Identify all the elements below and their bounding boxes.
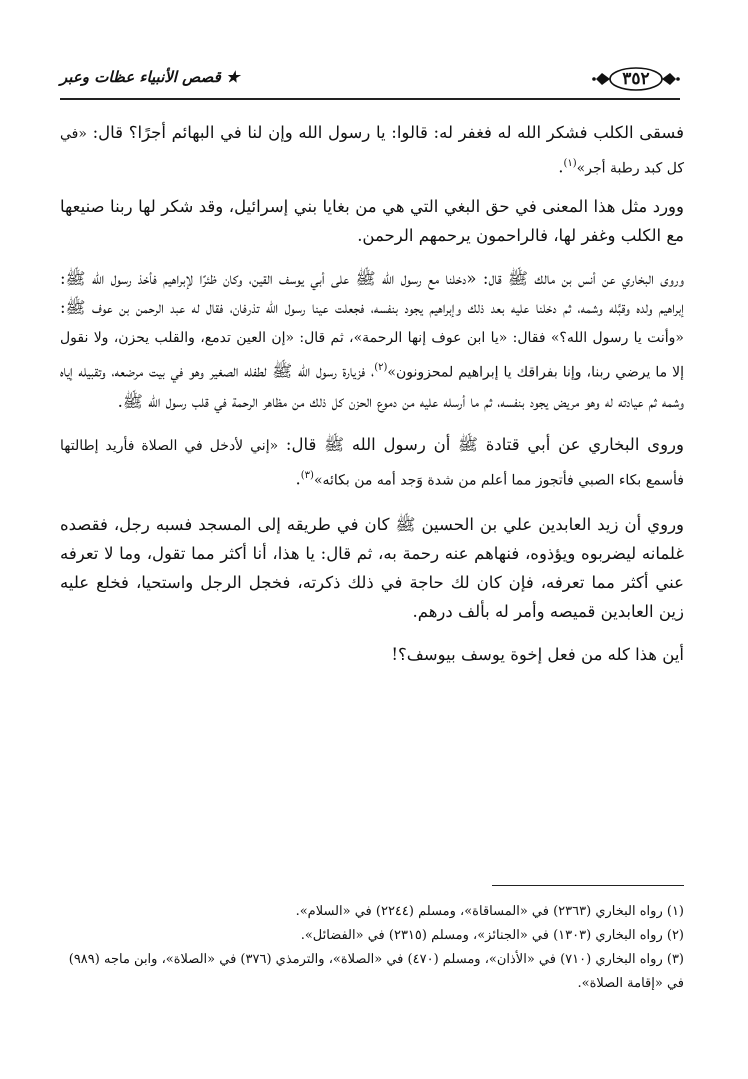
footnote-ref: (١): [563, 158, 577, 169]
running-title: ★ قصص الأنبياء عظات وعبر: [60, 68, 240, 86]
paragraph: [60, 430, 684, 496]
paragraph: [60, 264, 684, 417]
paragraph: [60, 640, 684, 669]
footnotes: [60, 900, 684, 996]
page-number-ornament: [592, 66, 680, 92]
paragraph: [60, 192, 684, 250]
page-number: ٣٥٢: [622, 69, 650, 89]
hadith-quote: «وأنت يا رسول الله؟» فقال: «يا ابن عوف إنها الرحمة»، ثم قال: «إن العين تدمع، والقلب يحزن، ولا نقول إلا ما يرضي ربنا، وإنا بفراقك يا إبراهيم لمحزونون»: [60, 329, 685, 380]
paragraph-tail: ، فزيارة رسول الله ﷺ لطفله الصغير وهو في بيت مرضعه، وتقبيله إياه وشمه ثم عيادته له وهو مريض يجود بنفسه، ثم ما أرسله عليه من دموع الحزن كل ذلك من مظاهر الرحمة في قلب رسول الله ﷺ.: [60, 361, 684, 411]
paragraph-text: فسقى الكلب فشكر الله له فغفر له: قالوا: يا رسول الله وإن لنا في البهائم أجرًا؟ قال:: [86, 123, 684, 142]
footnote: (٢) رواه البخاري (١٣٠٣) في «الجنائز»، ومسلم (٢٣١٥) في «الفضائل».: [300, 928, 684, 943]
paragraph-text: أين هذا كله من فعل إخوة يوسف بيوسف؟!: [391, 644, 684, 664]
paragraph-text: وورد مثل هذا المعنى في حق البغي التي هي من بغايا بني إسرائيل، وقد شكر لها ربنا صنيعها مع الكلب وغفر لها، فالراحمون يرحمهم الرحمن.: [60, 196, 684, 245]
header-rule: [60, 98, 680, 100]
footnote: (١) رواه البخاري (٢٣٦٣) في «المساقاة»، ومسلم (٢٢٤٤) في «السلام».: [295, 904, 684, 919]
footnote-ref: (٢): [374, 361, 388, 373]
paragraph: [60, 510, 684, 626]
paragraph-text: وروى البخاري عن أبي قتادة ﷺ أن رسول الله ﷺ قال:: [278, 435, 684, 454]
paragraph-text: وروي أن زيد العابدين علي بن الحسين ﷺ كان في طريقه إلى المسجد فسبه رجل، فقصده غلمانه ليضربوه ويؤذوه، فنهاهم عنه رحمة به، ثم قال: يا هذا، أنا أكثر مما تقول، وما لا تعرفه عني أكثر مما تعرفه، فإن كان لك حاجة في ذلك ذكرته، فخجل الرجل واستحيا، فخلع عليه زين العابدين قميصه وأمر له بألف درهم.: [60, 514, 685, 621]
footnote-separator: [492, 885, 684, 886]
paragraph: [60, 118, 684, 184]
hadith-quote: «إني لأدخل في الصلاة فأريد إطالتها فأسمع بكاء الصبي فأتجوز مما أعلم من شدة وَجد أمه من بكائه»: [60, 438, 684, 489]
paragraph-text: وروى البخاري عن أنس بن مالك ﷺ قال: «دخلنا مع رسول الله ﷺ على أبي يوسف القين، وكان ظئرًا لإبراهيم فأخذ رسول الله ﷺ: إبراهيم ولده وقبَّله وشمه، ثم دخلنا عليه بعد ذلك وإبراهيم يجود بنفسه، فجعلت عينا رسول الله تذرفان، فقال له عبد الرحمن بن عوف ﷺ:: [60, 268, 684, 317]
page-header: [60, 60, 680, 100]
paragraph-tail: .: [295, 469, 301, 489]
footnote: (٣) رواه البخاري (٧١٠) في «الأذان»، ومسلم (٤٧٠) في «الصلاة»، والترمذي (٣٧٦) في «الصلاة»، وابن ماجه (٩٨٩) في «إقامة الصلاة».: [68, 952, 684, 991]
paragraph-tail: .: [558, 157, 564, 177]
hadith-quote: «في كل كبد رطبة أجر»: [60, 126, 684, 177]
footnote-ref: (٣): [300, 470, 314, 481]
page-body: [60, 118, 684, 683]
